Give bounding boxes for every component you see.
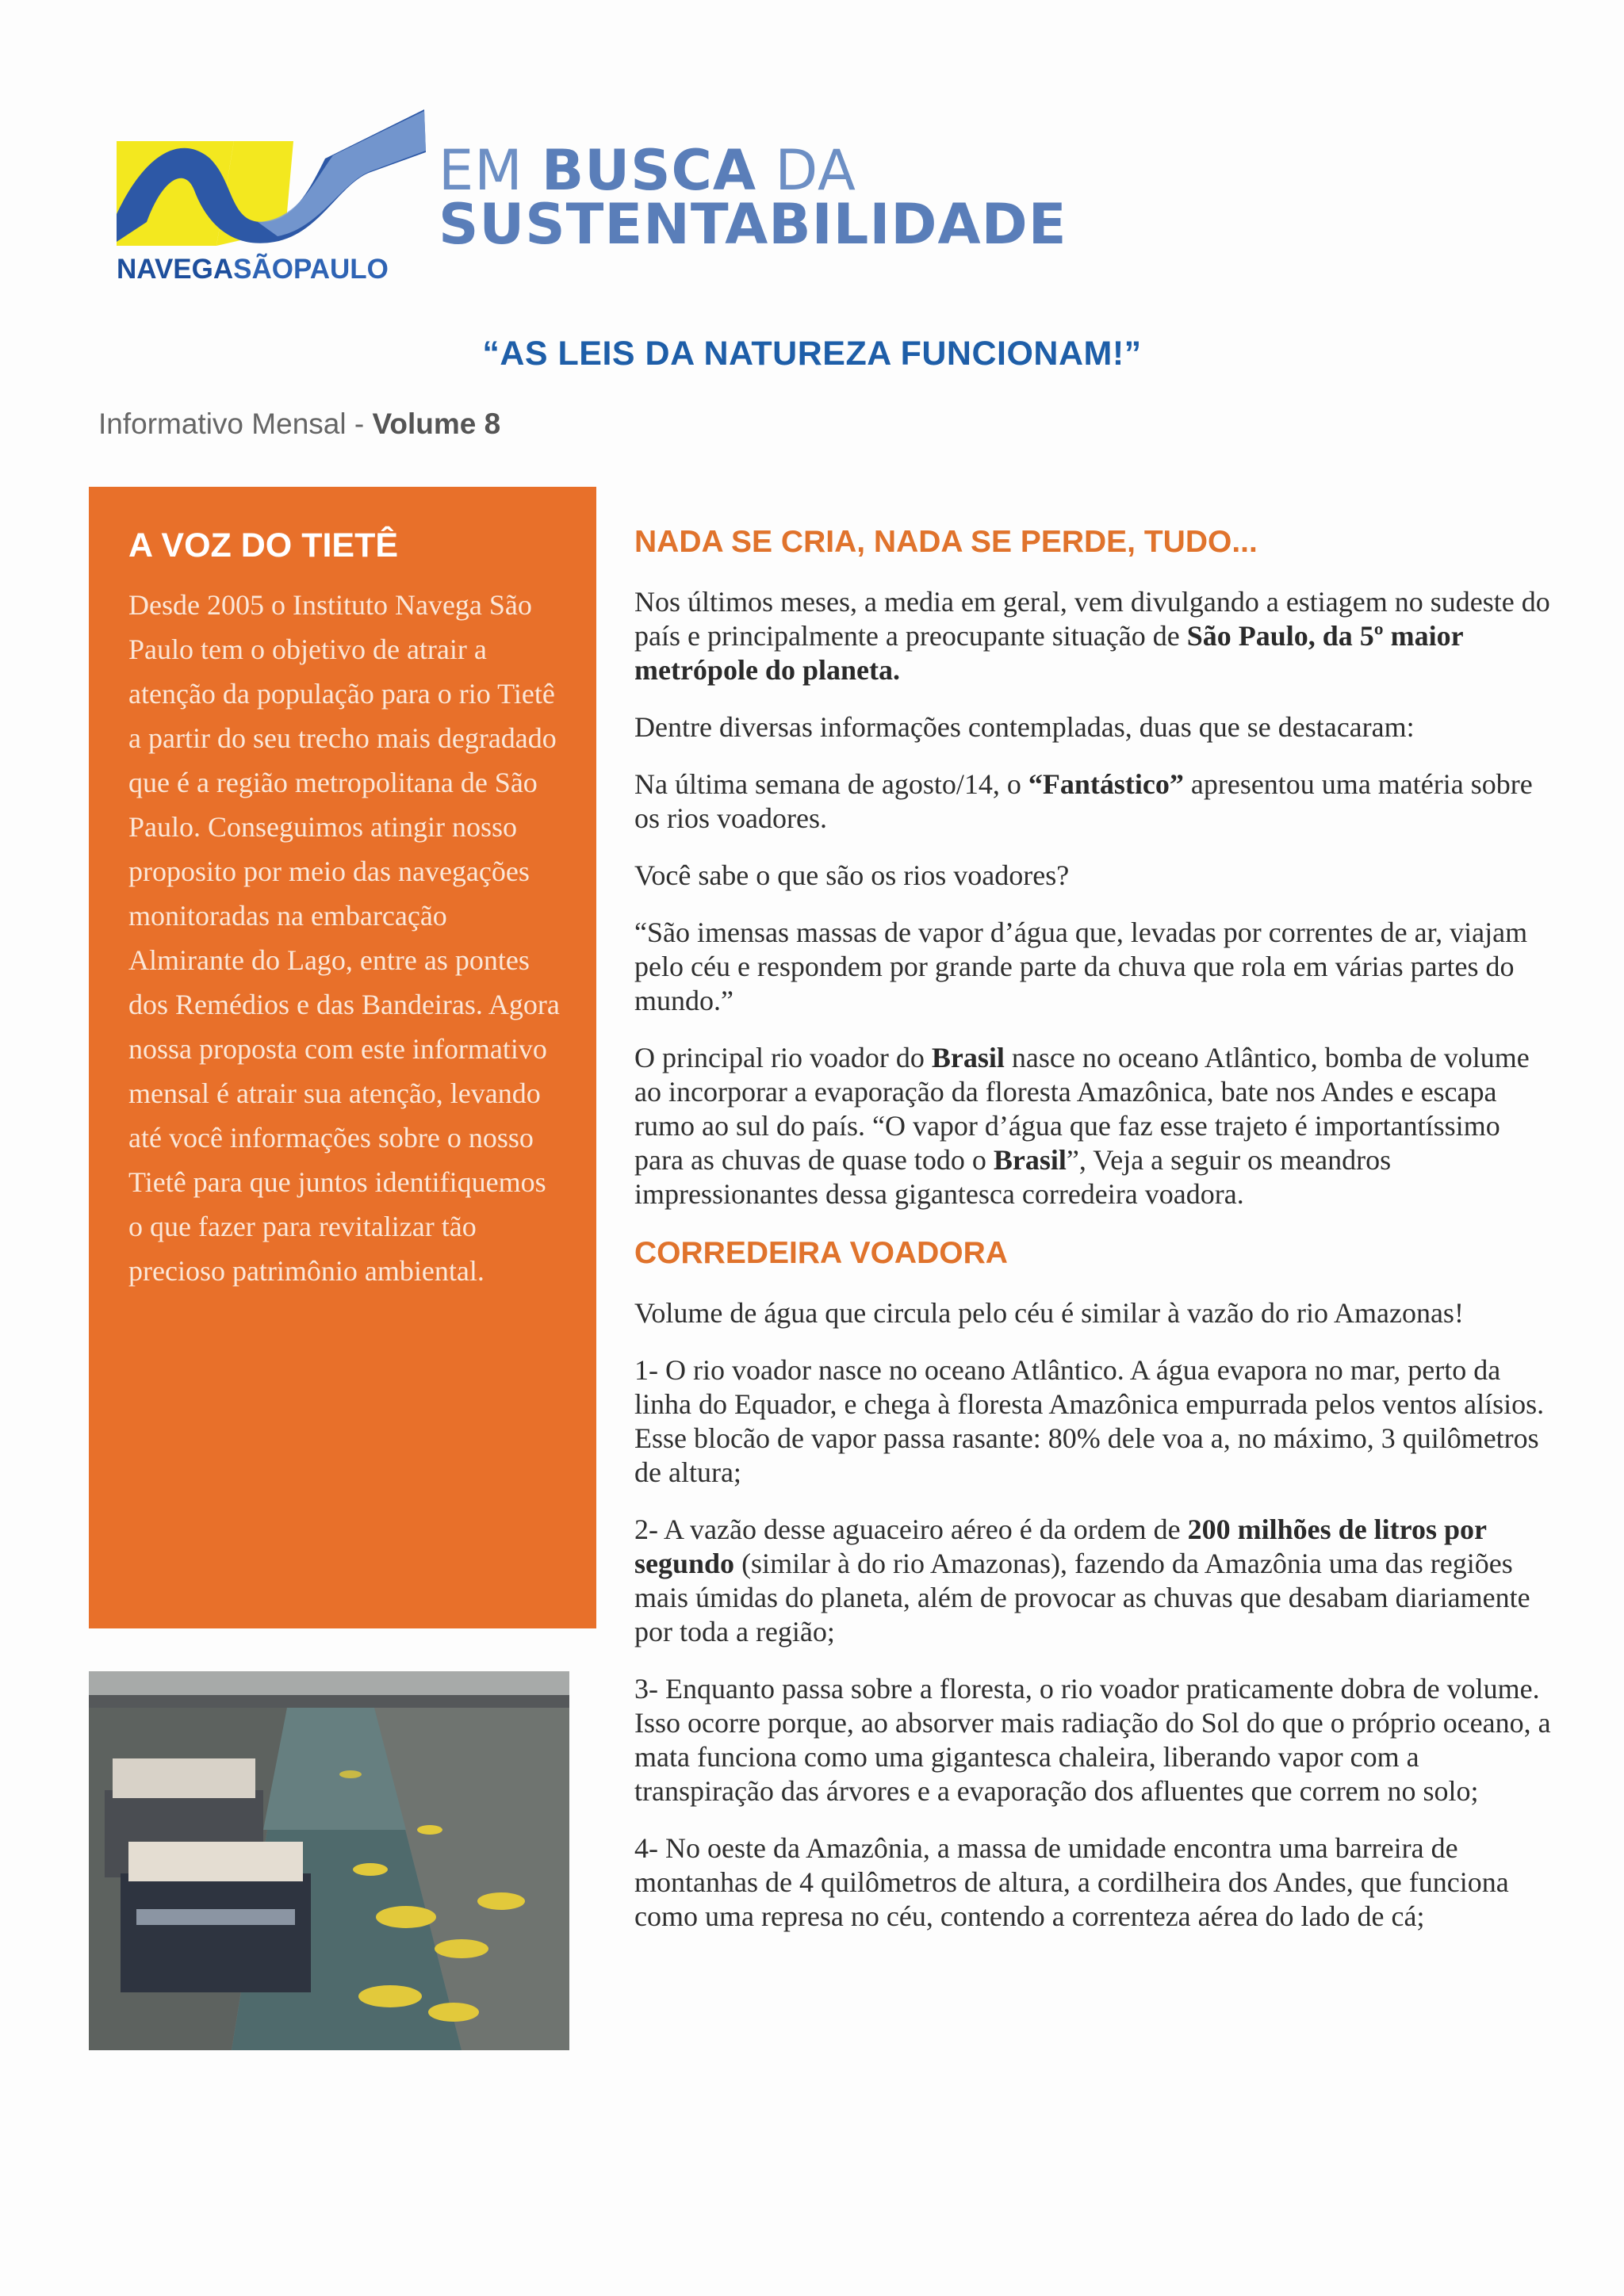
sidebar-title: A VOZ DO TIETÊ bbox=[128, 526, 399, 564]
sidebar-body: Desde 2005 o Instituto Navega São Paulo tem o objetivo de atrair a atenção da população para o rio Tietê a partir do seu trecho mais degradado que é a região metropolitana de São Paulo. Conseguimos atingir nosso proposito por meio das navegações monitoradas na embarcação Almirante do Lago, entre as pontes dos Remédios e das Bandeiras. Agora nossa proposta com este informativo mensal é atrair sua atenção, levando até você informações sobre o nosso Tietê para que juntos identifiquemos o que fazer para revitalizar tão precioso patrimônio ambiental. bbox=[128, 589, 560, 1287]
logo-wave-icon bbox=[115, 103, 432, 254]
logo bbox=[115, 103, 1067, 293]
p9-text-a: 2- A vazão desse aguaceiro aéreo é da ordem de bbox=[634, 1513, 1188, 1545]
paragraph-11: 4- No oeste da Amazônia, a massa de umidade encontra uma barreira de montanhas de 4 quilômetros de altura, a cordilheira dos Andes, que funciona como uma represa no céu, contendo a correnteza aérea do lado de cá; bbox=[634, 1832, 1509, 1932]
paragraph-9 bbox=[634, 1513, 1554, 1649]
section-title-nada-se-cria: NADA SE CRIA, NADA SE PERDE, TUDO... bbox=[634, 525, 1258, 559]
headline: “AS LEIS DA NATUREZA FUNCIONAM!” bbox=[482, 335, 1142, 373]
paragraph-4: Você sabe o que são os rios voadores? bbox=[634, 859, 1070, 891]
p9-bold: 200 milhões de litros por segundo bbox=[634, 1513, 1487, 1579]
subtitle-prefix: Informativo Mensal - bbox=[98, 408, 373, 440]
paragraph-5: “São imensas massas de vapor d’água que, levadas por correntes de ar, viajam pelo céu e respondem por grande parte da chuva que rola em várias partes do mundo.” bbox=[634, 916, 1528, 1016]
paragraph-1 bbox=[634, 585, 1554, 687]
p6-text-c: ”, Veja a seguir os meandros impressionantes dessa gigantesca corredeira voadora. bbox=[634, 1144, 1392, 1210]
p3-text-b: apresentou uma matéria sobre os rios voadores. bbox=[634, 768, 1533, 834]
river-boat-image bbox=[89, 1671, 569, 2050]
p9-text-b: (similar à do rio Amazonas), fazendo da Amazônia uma das regiões mais úmidas do planeta, além de provocar as chuvas que desabam diariamente por toda a região; bbox=[634, 1548, 1530, 1647]
logo-brand bbox=[117, 254, 389, 285]
paragraph-3 bbox=[634, 767, 1554, 836]
paragraph-2: Dentre diversas informações contempladas, duas que se destacaram: bbox=[634, 711, 1415, 743]
river-photo bbox=[89, 1671, 569, 2050]
p6-text-a: O principal rio voador do bbox=[634, 1042, 932, 1073]
p3-text-a: Na última semana de agosto/14, o bbox=[634, 768, 1028, 800]
paragraph-7: Volume de água que circula pelo céu é similar à vazão do rio Amazonas! bbox=[634, 1297, 1464, 1329]
logo-word-da: DA bbox=[775, 138, 856, 203]
p6-bold-1: Brasil bbox=[931, 1042, 1005, 1073]
logo-tagline-line2: SUSTENTABILIDADE bbox=[439, 192, 1067, 257]
logo-brand-part1: NAVEGA bbox=[117, 254, 234, 285]
p6-text-b: nasce no oceano Atlântico, bomba de volume ao incorporar a evaporação da floresta Amazônica, bate nos Andes e escapa rumo ao sul do país. “O vapor d’água que faz esse trajeto é importantíssimo para as chuvas de quase todo o bbox=[634, 1042, 1530, 1176]
logo-brand-part2: SÃOPAULO bbox=[233, 254, 389, 285]
p3-bold: “Fantástico” bbox=[1028, 768, 1184, 800]
p6-bold-2: Brasil bbox=[993, 1144, 1067, 1176]
article bbox=[634, 523, 1554, 1957]
paragraph-6 bbox=[634, 1041, 1554, 1211]
subtitle bbox=[98, 408, 500, 441]
p1-text: Nos últimos meses, a media em geral, vem divulgando a estiagem no sudeste do país e principalmente a preocupante situação de bbox=[634, 586, 1550, 652]
subtitle-volume: Volume 8 bbox=[372, 408, 501, 440]
paragraph-8: 1- O rio voador nasce no oceano Atlântico. A água evapora no mar, perto da linha do Equador, e chega à floresta Amazônica empurrada pelos ventos alísios. Esse blocão de vapor passa rasante: 80% dele voa a, no máximo, 3 quilômetros de altura; bbox=[634, 1354, 1545, 1488]
section-title-corredeira-voadora: CORREDEIRA VOADORA bbox=[634, 1236, 1008, 1270]
logo-word-em: EM bbox=[439, 138, 523, 203]
paragraph-10: 3- Enquanto passa sobre a floresta, o rio voador praticamente dobra de volume. Isso ocorre porque, ao absorver mais radiação do Sol do que o próprio oceano, a mata funciona como uma gigantesca chaleira, liberando vapor com a transpiração das árvores e a evaporação dos afluentes que correm no solo; bbox=[634, 1673, 1551, 1807]
logo-tagline-line1 bbox=[439, 138, 856, 203]
p1-bold: São Paulo, da 5º maior metrópole do planeta. bbox=[634, 620, 1463, 686]
sidebar-box bbox=[89, 487, 596, 1628]
logo-word-busca: BUSCA bbox=[541, 138, 757, 203]
